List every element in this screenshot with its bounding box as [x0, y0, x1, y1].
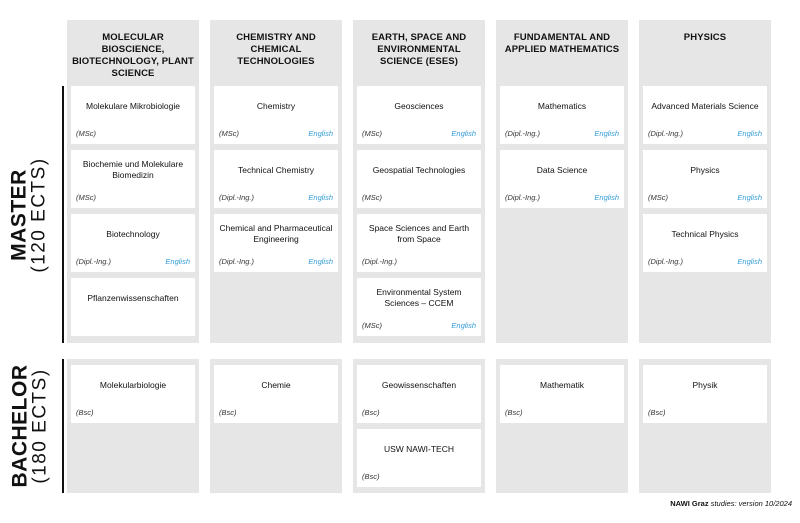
program-degree: (MSc)	[362, 129, 382, 138]
program-title: Data Science	[536, 164, 588, 175]
program-card[interactable]	[357, 214, 481, 272]
bachelor-label: BACHELOR	[8, 364, 31, 488]
program-language: English	[594, 193, 619, 202]
program-title: Geowissenschaften	[381, 379, 457, 390]
program-card[interactable]	[71, 365, 195, 423]
version-footer	[670, 499, 792, 508]
program-degree: (MSc)	[648, 193, 668, 202]
column-header-text: FUNDAMENTAL AND APPLIED MATHEMATICS	[504, 32, 620, 55]
column-header-text: PHYSICS	[683, 32, 727, 43]
program-degree: (Bsc)	[362, 472, 380, 481]
program-title: Mathematik	[540, 379, 584, 390]
bachelor-column-earth-space	[353, 359, 485, 493]
bachelor-ects: (180 ECTS)	[29, 368, 50, 484]
column-header-mathematics	[496, 20, 628, 86]
program-language: English	[308, 193, 333, 202]
program-card[interactable]	[214, 214, 338, 272]
program-title: Mathematics	[537, 100, 587, 111]
program-card[interactable]	[357, 86, 481, 144]
program-degree: (MSc)	[219, 129, 239, 138]
bachelor-divider-line	[62, 359, 64, 493]
program-title: Technical Physics	[671, 228, 739, 239]
program-degree: (Dipl.-Ing.)	[219, 257, 255, 266]
program-degree: (Dipl.-Ing.)	[76, 257, 112, 266]
program-title: Chemical and Pharmaceutical Engineering	[219, 223, 333, 244]
program-language: English	[737, 257, 762, 266]
program-card[interactable]	[357, 429, 481, 487]
column-header-text: EARTH, SPACE AND ENVIRONMENTAL SCIENCE (ESES)	[371, 32, 467, 67]
program-degree: (MSc)	[362, 193, 382, 202]
program-degree: (Dipl.-Ing.)	[648, 129, 684, 138]
program-card[interactable]	[643, 86, 767, 144]
program-title: Pflanzenwissenschaften	[87, 292, 179, 303]
program-title: Geosciences	[394, 100, 444, 111]
program-degree: (Bsc)	[76, 408, 94, 417]
program-card[interactable]	[71, 150, 195, 208]
program-card[interactable]	[643, 214, 767, 272]
program-language: English	[594, 129, 619, 138]
program-degree: (MSc)	[76, 193, 96, 202]
program-title: Biotechnology	[106, 228, 160, 239]
bachelor-column-biosciences	[67, 359, 199, 493]
program-degree: (Bsc)	[505, 408, 523, 417]
master-column-biosciences	[67, 86, 199, 343]
master-label: MASTER	[8, 168, 31, 261]
program-title: USW NAWI-TECH	[383, 443, 455, 454]
program-degree: (Dipl.-Ing.)	[505, 129, 541, 138]
program-degree: (Dipl.-Ing.)	[505, 193, 541, 202]
program-degree: (Dipl.-Ing.)	[648, 257, 684, 266]
bachelor-column-chemistry	[210, 359, 342, 493]
master-column-earth-space	[353, 86, 485, 343]
program-title: Chemie	[261, 379, 291, 390]
program-language: English	[737, 129, 762, 138]
program-language: English	[737, 193, 762, 202]
column-header-earth-space	[353, 20, 485, 86]
program-language: English	[308, 257, 333, 266]
program-card[interactable]	[500, 86, 624, 144]
column-header-chemistry	[210, 20, 342, 86]
program-language: English	[451, 129, 476, 138]
column-header-text: MOLECULAR BIOSCIENCE, BIOTECHNOLOGY, PLANT SCIENCE	[72, 32, 194, 79]
program-card[interactable]	[71, 278, 195, 336]
footer-version: studies: version 10/2024	[710, 499, 792, 508]
bachelor-column-physics	[639, 359, 771, 493]
program-card[interactable]	[357, 150, 481, 208]
program-card[interactable]	[500, 150, 624, 208]
program-card[interactable]	[643, 150, 767, 208]
master-divider-line	[62, 86, 64, 343]
program-title: Advanced Materials Science	[651, 100, 759, 111]
program-card[interactable]	[71, 214, 195, 272]
program-degree: (MSc)	[76, 129, 96, 138]
program-card[interactable]	[214, 150, 338, 208]
master-section-label	[0, 86, 60, 343]
program-card[interactable]	[357, 365, 481, 423]
program-title: Physics	[690, 164, 720, 175]
master-column-chemistry	[210, 86, 342, 343]
program-language: English	[165, 257, 190, 266]
program-title: Environmental System Sciences – CCEM	[376, 287, 462, 308]
program-degree: (Bsc)	[362, 408, 380, 417]
program-title: Physik	[692, 379, 718, 390]
column-header-text: CHEMISTRY AND CHEMICAL TECHNOLOGIES	[236, 32, 316, 67]
program-degree: (Dipl.-Ing.)	[219, 193, 255, 202]
column-header-physics	[639, 20, 771, 86]
program-title: Biochemie und Molekulare Biomedizin	[82, 159, 184, 180]
program-title: Technical Chemistry	[237, 164, 315, 175]
program-title: Geospatial Technologies	[372, 164, 466, 175]
program-degree: (Bsc)	[219, 408, 237, 417]
program-title: Molekulare Mikrobiologie	[85, 100, 180, 111]
program-title: Chemistry	[256, 100, 296, 111]
program-language: English	[451, 321, 476, 330]
bachelor-section-label	[0, 359, 60, 493]
program-card[interactable]	[357, 278, 481, 336]
program-card[interactable]	[500, 365, 624, 423]
program-card[interactable]	[643, 365, 767, 423]
master-column-mathematics	[496, 86, 628, 343]
program-language: English	[308, 129, 333, 138]
program-degree: (Bsc)	[648, 408, 666, 417]
program-card[interactable]	[214, 86, 338, 144]
master-column-physics	[639, 86, 771, 343]
master-ects: (120 ECTS)	[29, 156, 50, 273]
program-card[interactable]	[214, 365, 338, 423]
program-degree: (MSc)	[362, 321, 382, 330]
bachelor-column-mathematics	[496, 359, 628, 493]
footer-brand: NAWI Graz	[670, 499, 709, 508]
program-title: Molekularbiologie	[99, 379, 167, 390]
program-card[interactable]	[71, 86, 195, 144]
program-degree: (Dipl.-Ing.)	[362, 257, 398, 266]
program-title: Space Sciences and Earth from Space	[368, 223, 470, 244]
column-header-biosciences	[67, 20, 199, 86]
